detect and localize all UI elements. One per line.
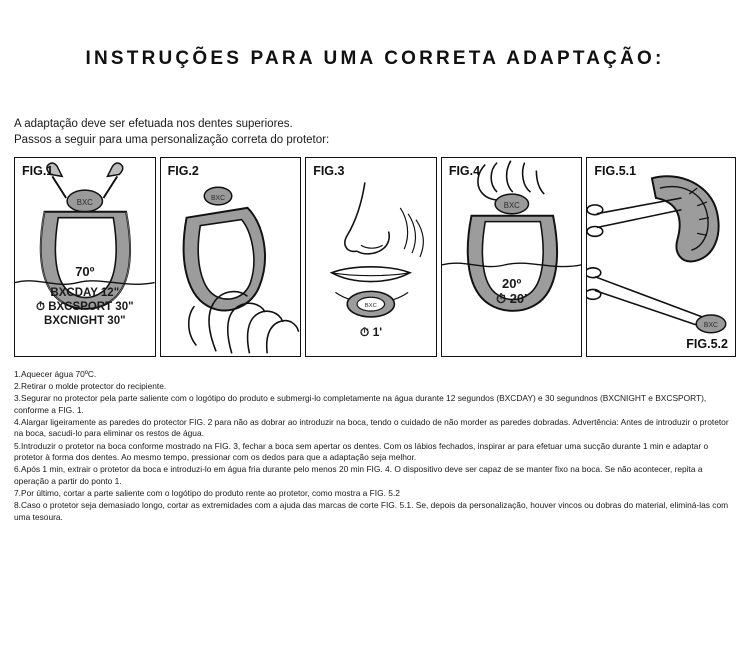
figure-1-temperature: 70º: [75, 264, 95, 279]
page-title: INSTRUÇÕES PARA UMA CORRETA ADAPTAÇÃO:: [85, 48, 665, 69]
figure-4-timer: ⏱ 20': [495, 291, 528, 306]
figure-4-label: FIG.4: [448, 164, 481, 178]
intro-block: [14, 116, 740, 148]
spec-bxcsport: ⏱ BXCSPORT 30": [36, 301, 134, 313]
svg-text:BXC: BXC: [503, 200, 520, 210]
figure-4-illustration: [442, 158, 582, 356]
step-6: 6.Após 1 min, extrair o protetor da boca e introduzi-lo em água fria durante pelo menos 20 min FIG. 4. O dispositivo deve ser capaz de se manter fixo na boca. Se não acontecer, repita a operação a partir do ponto 1.: [14, 464, 703, 486]
figure-1-specs: [15, 286, 155, 328]
step-4: 4.Alargar ligeiramente as paredes do protector FIG. 2 para não as dobrar ao introduzir na boca, tendo o cuidado de não morder as paredes dobradas. Advertência: Antes de introduzir o protetor na boca, sacudi-lo para eliminar os restos de água.: [14, 416, 729, 439]
figure-1: [14, 157, 156, 357]
step-3: 3.Segurar no protector pela parte saliente com o logótipo do produto e submergi-lo completamente na água durante 12 segundos (BXCDAY) e 30 segundnos (BXCNIGHT e BXCSPORT), conforme a FIG. 1.: [14, 393, 707, 415]
step-7: 7.Por último, cortar a parte saliente com o logótipo do produto rente ao protetor, como mostra a FIG. 5.2: [14, 487, 400, 498]
svg-text:BXC: BXC: [76, 197, 93, 207]
instruction-sheet: [0, 48, 750, 651]
figure-3: [305, 157, 437, 357]
figure-4: [441, 157, 583, 357]
step-8: 8.Caso o protetor seja demasiado longo, cortar as extremidades com a ajuda das marcas de corte FIG. 5.1. Se, depois da personalização, houver vincos ou dobras do material, eliminá-las com uma tesoura.: [14, 500, 729, 522]
svg-text:BXC: BXC: [210, 194, 225, 202]
figure-5-illustration: [587, 158, 735, 356]
spec-bxcday: BXCDAY 12": [50, 287, 120, 299]
figure-2-label: FIG.2: [167, 164, 199, 178]
figure-5-2-label: FIG.5.2: [686, 337, 728, 351]
figure-5-1-label: FIG.5.1: [594, 164, 637, 178]
svg-text:BXC: BXC: [704, 321, 719, 329]
figure-row: [10, 157, 740, 357]
step-2: 2.Retirar o molde protector do recipiente.: [14, 381, 167, 392]
intro-line-2: Passos a seguir para uma personalização correta do protetor:: [14, 134, 330, 146]
figure-5: [586, 157, 736, 357]
step-5: 5.Introduzir o protetor na boca conforme mostrado na FIG. 3, fechar a boca sem apertar os dentes. Com os lábios fechados, inspirar ar para efetuar uma sucção durante 1 min e adaptar o protetor à forma dos dentes. Ao mesmo tempo, pressionar com os dedos para que a adaptação seja melhor.: [14, 440, 709, 463]
figure-4-temperature: 20º: [502, 276, 522, 291]
figure-3-timer: ⏱ 1': [359, 325, 383, 339]
step-1: 1.Aquecer água 70ºC.: [14, 369, 97, 379]
figure-2: [160, 157, 302, 357]
intro-line-1: A adaptação deve ser efetuada nos dentes superiores.: [14, 118, 293, 130]
figure-1-label: FIG.1: [22, 164, 54, 178]
spec-bxcnight: BXCNIGHT 30": [44, 315, 126, 327]
figure-2-illustration: [161, 158, 301, 356]
steps-list: [14, 369, 732, 523]
figure-3-label: FIG.3: [313, 164, 345, 178]
svg-text:BXC: BXC: [364, 303, 378, 310]
